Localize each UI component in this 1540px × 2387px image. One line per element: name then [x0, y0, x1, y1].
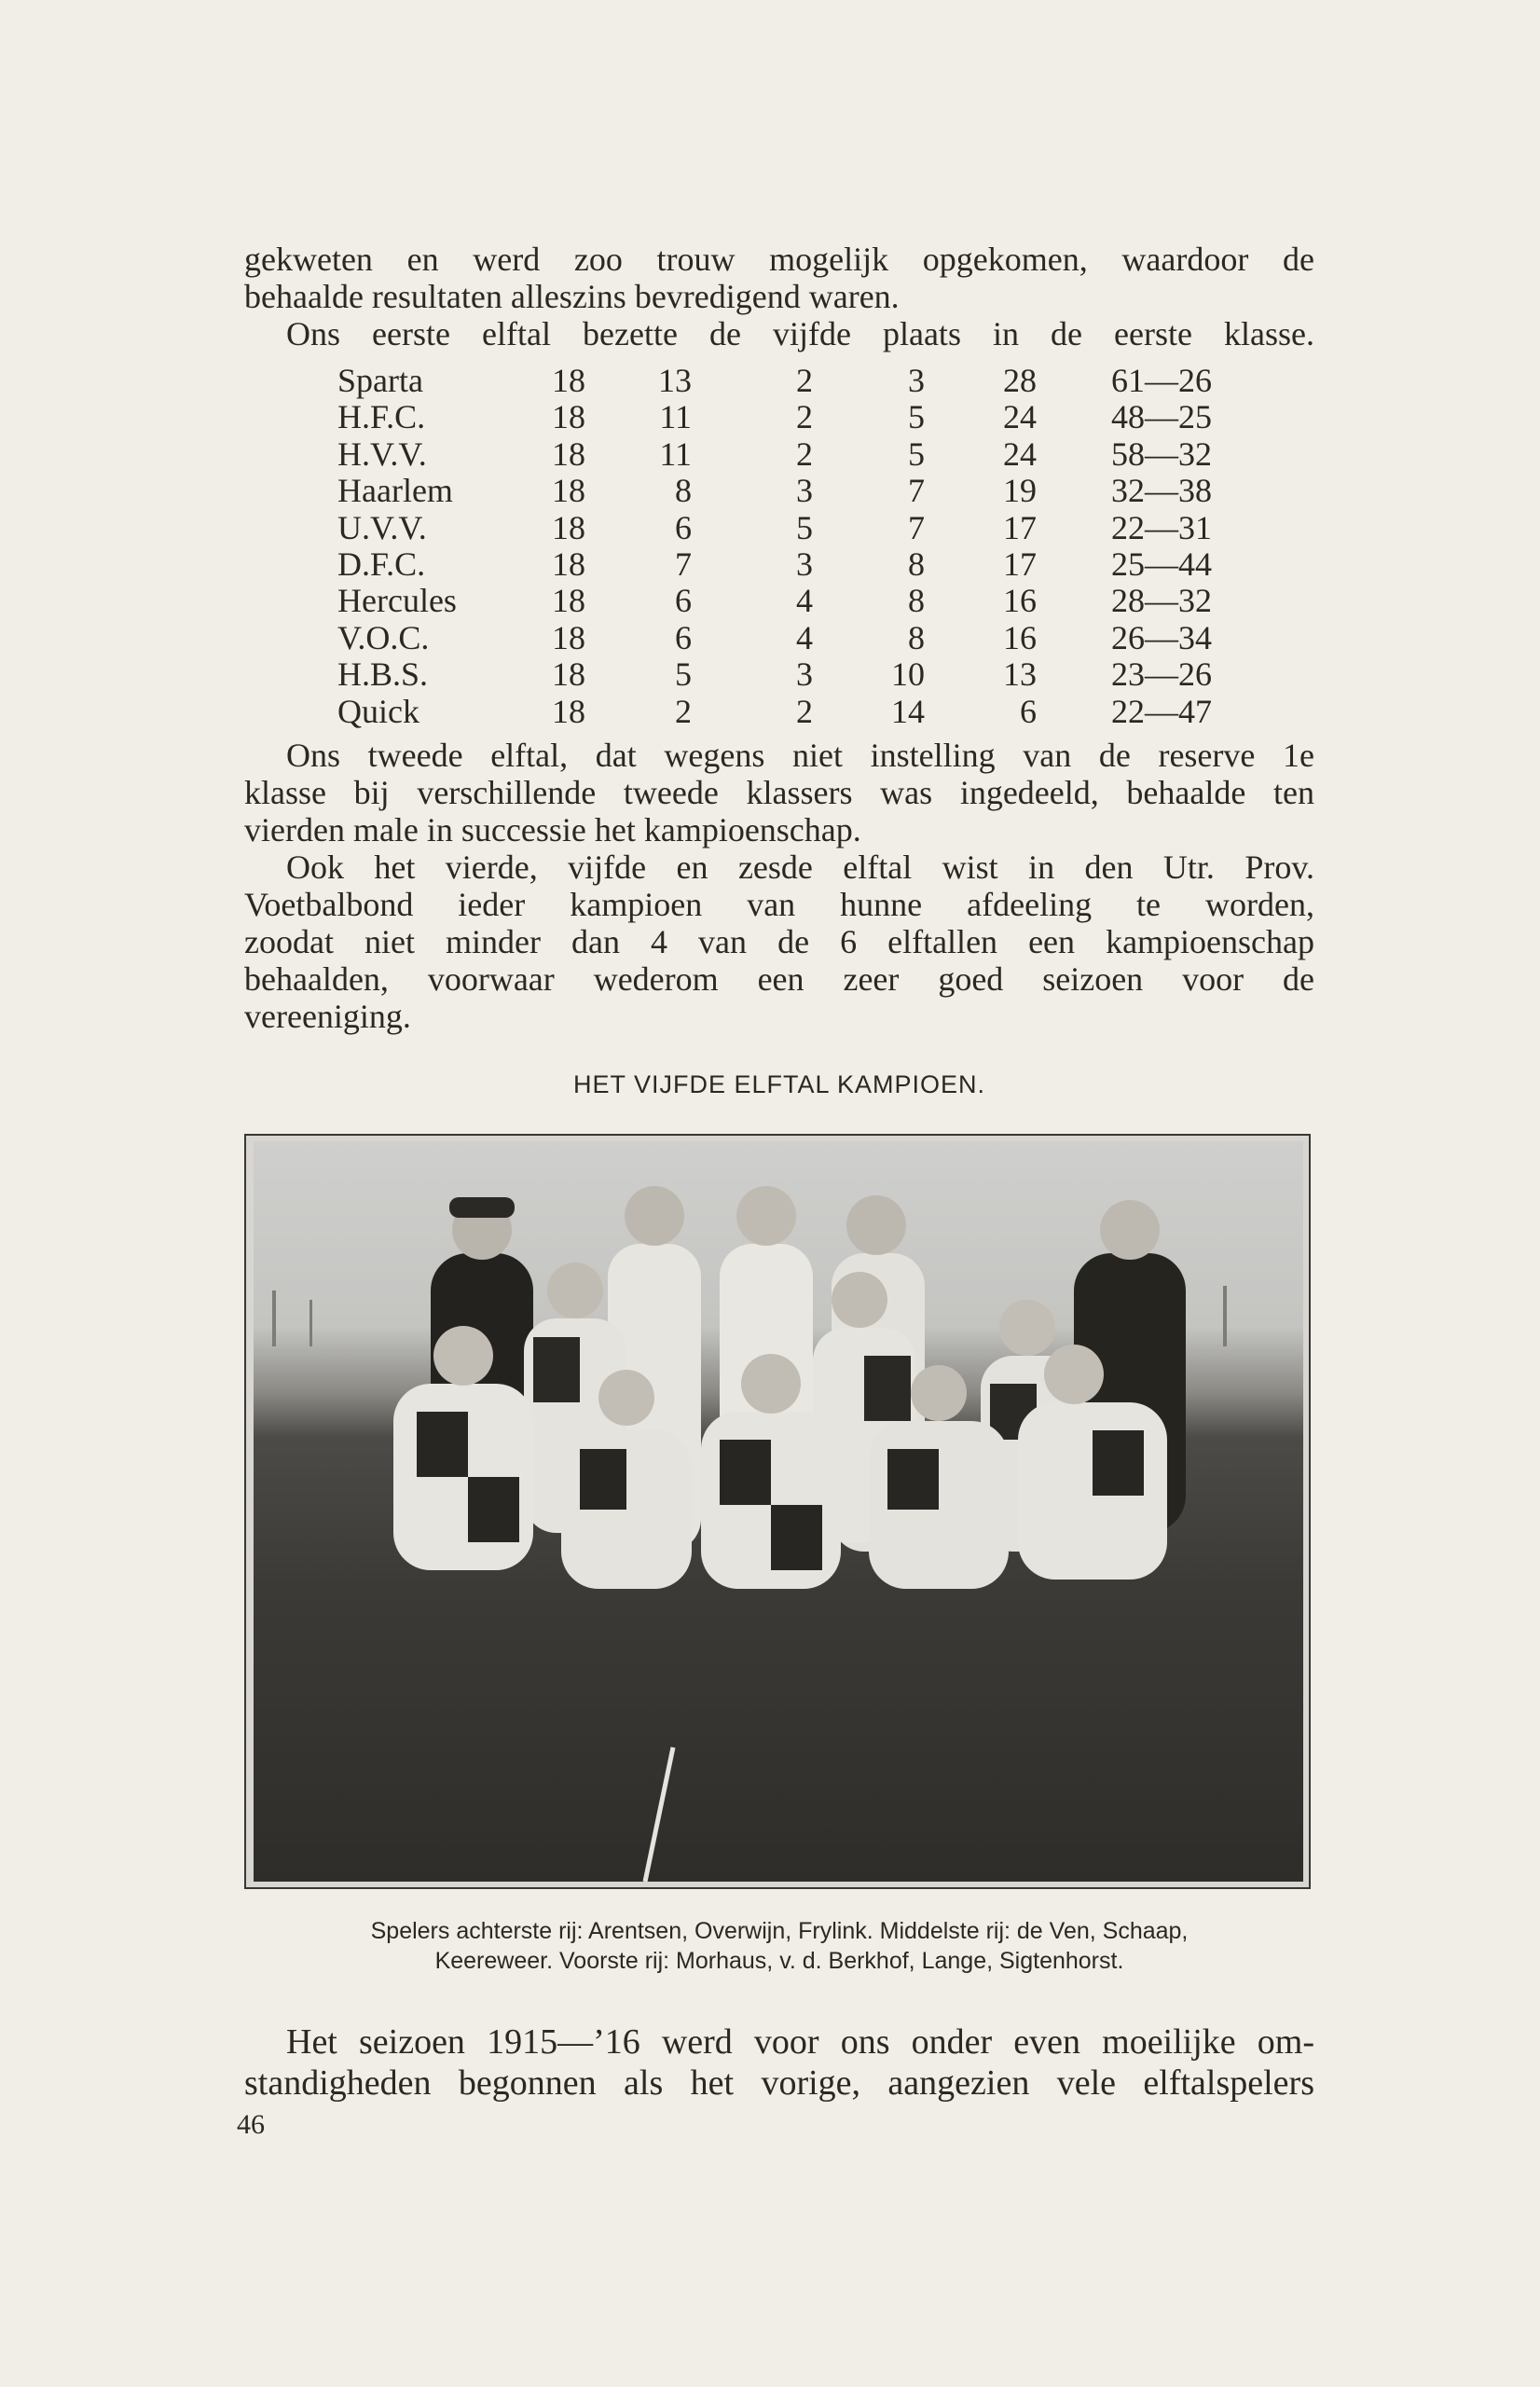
- table-cell: 18: [552, 618, 585, 656]
- table-cell: 18: [552, 435, 585, 473]
- text-line: vereeniging.: [244, 998, 411, 1035]
- table-cell: 6: [1020, 692, 1037, 730]
- table-cell: 18: [552, 398, 585, 436]
- text-line: Ons eerste elftal bezette de vijfde plaats in de eerste klasse.: [286, 315, 1314, 352]
- table-cell: 48—25: [1111, 398, 1212, 436]
- table-cell: 11: [659, 398, 692, 436]
- table-cell: 17: [1003, 508, 1037, 546]
- text-line: Het seizoen 1915—’16 werd voor ons onder even moeilijke om-: [286, 2022, 1314, 2062]
- table-cell: 3: [796, 545, 813, 583]
- table-cell: 7: [908, 508, 925, 546]
- table-cell: 13: [658, 362, 692, 399]
- table-cell: 13: [1003, 655, 1037, 694]
- table-cell: 5: [796, 508, 813, 546]
- table-cell: 61—26: [1111, 362, 1212, 399]
- caption-line: Keereweer. Voorste rij: Morhaus, v. d. Berkhof, Lange, Sigtenhorst.: [434, 1948, 1124, 1974]
- table-cell: 8: [908, 582, 925, 620]
- page-number: 46: [237, 2109, 265, 2140]
- table-cell: 6: [675, 618, 692, 656]
- table-cell: 22—31: [1111, 508, 1212, 546]
- team-name: H.V.V.: [337, 435, 427, 473]
- table-cell: 28: [1003, 362, 1037, 399]
- table-cell: 5: [675, 655, 692, 694]
- text-line: gekweten en werd zoo trouw mogelijk opgekomen, waardoor de: [244, 241, 1314, 278]
- closing-paragraph: [244, 2021, 1314, 2104]
- table-cell: 4: [796, 582, 813, 620]
- table-cell: 18: [552, 582, 585, 620]
- table-cell: 3: [796, 472, 813, 510]
- team-name: U.V.V.: [337, 508, 427, 546]
- table-cell: 6: [675, 508, 692, 546]
- table-cell: 7: [908, 472, 925, 510]
- team-photo: [244, 1134, 1311, 1889]
- table-cell: 11: [659, 435, 692, 473]
- table-cell: 24: [1003, 435, 1037, 473]
- table-cell: 32—38: [1111, 472, 1212, 510]
- table-cell: 58—32: [1111, 435, 1212, 473]
- table-cell: 2: [796, 362, 813, 399]
- caption-line: Spelers achterste rij: Arentsen, Overwijn, Frylink. Middelste rij: de Ven, Schaap,: [370, 1918, 1189, 1944]
- text-line: vierden male in successie het kampioenschap.: [244, 811, 861, 849]
- text-line: behaalde resultaten alleszins bevredigend waren.: [244, 278, 900, 315]
- table-cell: 24: [1003, 398, 1037, 436]
- text-line: Voetbalbond ieder kampioen van hunne afdeeling te worden,: [244, 886, 1314, 923]
- table-cell: 2: [796, 435, 813, 473]
- table-cell: 18: [552, 508, 585, 546]
- table-cell: 2: [675, 692, 692, 730]
- table-cell: 28—32: [1111, 582, 1212, 620]
- table-cell: 14: [891, 692, 925, 730]
- table-cell: 4: [796, 618, 813, 656]
- text-line: Ons tweede elftal, dat wegens niet instelling van de reserve 1e: [286, 737, 1314, 774]
- table-cell: 18: [552, 362, 585, 399]
- table-cell: 16: [1003, 582, 1037, 620]
- table-cell: 8: [908, 545, 925, 583]
- team-name: Hercules: [337, 582, 457, 620]
- table-cell: 7: [675, 545, 692, 583]
- second-paragraph: [244, 737, 1314, 1035]
- table-cell: 18: [552, 655, 585, 694]
- team-name: Quick: [337, 692, 419, 730]
- table-cell: 3: [796, 655, 813, 694]
- table-cell: 23—26: [1111, 655, 1212, 694]
- table-cell: 3: [908, 362, 925, 399]
- table-cell: 18: [552, 545, 585, 583]
- table-cell: 6: [675, 582, 692, 620]
- table-cell: 19: [1003, 472, 1037, 510]
- team-name: V.O.C.: [337, 618, 430, 656]
- table-cell: 5: [908, 435, 925, 473]
- team-name: D.F.C.: [337, 545, 426, 583]
- team-name: H.B.S.: [337, 655, 429, 694]
- table-cell: 5: [908, 398, 925, 436]
- table-cell: 8: [675, 472, 692, 510]
- photo-caption: [244, 1916, 1314, 1976]
- table-cell: 2: [796, 398, 813, 436]
- table-cell: 8: [908, 618, 925, 656]
- team-name: H.F.C.: [337, 398, 426, 436]
- text-line: Ook het vierde, vijfde en zesde elftal wist in den Utr. Prov.: [286, 849, 1314, 886]
- table-cell: 18: [552, 692, 585, 730]
- table-cell: 22—47: [1111, 692, 1212, 730]
- text-line: standigheden begonnen als het vorige, aangezien vele elftalspelers: [244, 2063, 1314, 2103]
- table-cell: 2: [796, 692, 813, 730]
- team-name: Haarlem: [337, 472, 453, 510]
- table-cell: 18: [552, 472, 585, 510]
- intro-paragraph: [244, 241, 1314, 352]
- team-photo-image: [254, 1141, 1303, 1882]
- table-cell: 16: [1003, 618, 1037, 656]
- table-cell: 17: [1003, 545, 1037, 583]
- text-line: klasse bij verschillende tweede klassers was ingedeeld, behaalde ten: [244, 774, 1314, 811]
- team-photo-illustration: [254, 1141, 1303, 1882]
- photo-heading: HET VIJFDE ELFTAL KAMPIOEN.: [572, 1070, 986, 1098]
- table-cell: 10: [891, 655, 925, 694]
- table-cell: 26—34: [1111, 618, 1212, 656]
- team-name: Sparta: [337, 362, 423, 399]
- text-line: behaalden, voorwaar wederom een zeer goed seizoen voor de: [244, 960, 1314, 998]
- text-line: zoodat niet minder dan 4 van de 6 elftallen een kampioenschap: [244, 923, 1314, 960]
- table-cell: 25—44: [1111, 545, 1212, 583]
